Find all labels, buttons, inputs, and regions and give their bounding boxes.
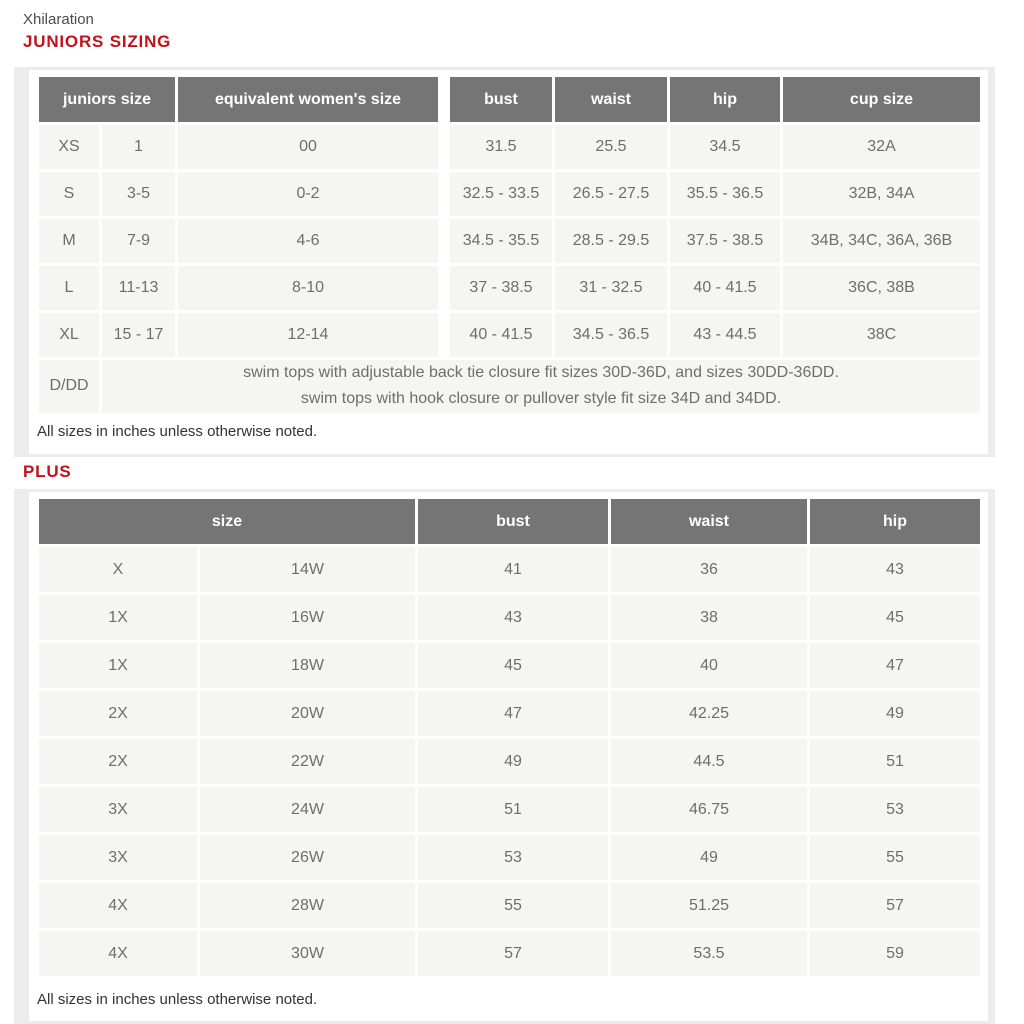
- cell-hip: 59: [810, 931, 980, 976]
- cell-size-w: 18W: [200, 643, 415, 688]
- header-equivalent-womens-size: equivalent women's size: [178, 77, 438, 122]
- cell-waist: 53.5: [611, 931, 807, 976]
- plus-sizing-heading: PLUS: [23, 462, 72, 481]
- cell-size-label: 3X: [39, 787, 197, 832]
- cell-size-label: XS: [39, 125, 99, 169]
- header-waist: waist: [611, 499, 807, 544]
- cell-size-label: 2X: [39, 739, 197, 784]
- plus-sizing-panel: [14, 489, 995, 1024]
- cell-equivalent-size: 12-14: [178, 313, 438, 357]
- cell-gap: [441, 125, 447, 169]
- plus-row: [39, 547, 980, 592]
- cell-cup-size: 34B, 34C, 36A, 36B: [783, 219, 980, 263]
- juniors-row-ddd: [39, 360, 980, 413]
- cell-size-w: 28W: [200, 883, 415, 928]
- cell-waist: 26.5 - 27.5: [555, 172, 667, 216]
- cell-size-label: M: [39, 219, 99, 263]
- juniors-panel-inner: [29, 70, 988, 454]
- plus-row: [39, 643, 980, 688]
- cell-size-w: 30W: [200, 931, 415, 976]
- cell-waist: 25.5: [555, 125, 667, 169]
- plus-row: [39, 595, 980, 640]
- cell-size-range: 7-9: [102, 219, 175, 263]
- header-bust: bust: [418, 499, 608, 544]
- juniors-row-xl: [39, 313, 980, 357]
- cell-size-range: 15 - 17: [102, 313, 175, 357]
- brand-name: Xhilaration: [23, 11, 94, 28]
- header-hip: hip: [810, 499, 980, 544]
- cell-bust: 43: [418, 595, 608, 640]
- cell-hip: 55: [810, 835, 980, 880]
- cell-bust: 34.5 - 35.5: [450, 219, 552, 263]
- plus-row: [39, 931, 980, 976]
- juniors-footnote: All sizes in inches unless otherwise noted.: [37, 422, 318, 440]
- cell-ddd-label: D/DD: [39, 360, 99, 413]
- cell-bust: 57: [418, 931, 608, 976]
- cell-hip: 45: [810, 595, 980, 640]
- juniors-row-xs: [39, 125, 980, 169]
- header-bust: bust: [450, 77, 552, 122]
- header-hip: hip: [670, 77, 780, 122]
- cell-size-label: L: [39, 266, 99, 310]
- header-juniors-size: juniors size: [39, 77, 175, 122]
- cell-hip: 49: [810, 691, 980, 736]
- cell-bust: 37 - 38.5: [450, 266, 552, 310]
- cell-cup-size: 32B, 34A: [783, 172, 980, 216]
- cell-bust: 45: [418, 643, 608, 688]
- cell-size-label: 2X: [39, 691, 197, 736]
- cell-bust: 40 - 41.5: [450, 313, 552, 357]
- cell-size-label: 4X: [39, 883, 197, 928]
- plus-panel-inner: [29, 492, 988, 1021]
- cell-waist: 31 - 32.5: [555, 266, 667, 310]
- cell-equivalent-size: 0-2: [178, 172, 438, 216]
- cell-gap: [441, 172, 447, 216]
- cell-equivalent-size: 8-10: [178, 266, 438, 310]
- plus-footnote: All sizes in inches unless otherwise noted.: [37, 991, 318, 1008]
- cell-size-w: 20W: [200, 691, 415, 736]
- cell-hip: 57: [810, 883, 980, 928]
- cell-hip: 35.5 - 36.5: [670, 172, 780, 216]
- ddd-note-line1: swim tops with adjustable back tie closure fit sizes 30D-36D, and sizes 30DD-36DD.: [243, 364, 839, 381]
- cell-ddd-note: [102, 360, 980, 413]
- cell-hip: 37.5 - 38.5: [670, 219, 780, 263]
- cell-waist: 36: [611, 547, 807, 592]
- cell-bust: 31.5: [450, 125, 552, 169]
- cell-bust: 47: [418, 691, 608, 736]
- cell-size-label: 1X: [39, 595, 197, 640]
- cell-size-label: 3X: [39, 835, 197, 880]
- cell-bust: 51: [418, 787, 608, 832]
- plus-header-row: [39, 499, 980, 544]
- cell-size-range: 3-5: [102, 172, 175, 216]
- juniors-sizing-panel: [14, 67, 995, 457]
- cell-hip: 43: [810, 547, 980, 592]
- cell-waist: 42.25: [611, 691, 807, 736]
- cell-size-label: 4X: [39, 931, 197, 976]
- cell-size-w: 24W: [200, 787, 415, 832]
- plus-sizing-table: [36, 496, 983, 979]
- plus-row: [39, 883, 980, 928]
- cell-hip: 47: [810, 643, 980, 688]
- cell-size-w: 14W: [200, 547, 415, 592]
- cell-gap: [441, 219, 447, 263]
- header-size: size: [39, 499, 415, 544]
- cell-hip: 43 - 44.5: [670, 313, 780, 357]
- header-waist: waist: [555, 77, 667, 122]
- cell-size-w: 22W: [200, 739, 415, 784]
- cell-hip: 53: [810, 787, 980, 832]
- juniors-row-m: [39, 219, 980, 263]
- cell-size-range: 1: [102, 125, 175, 169]
- header-cup-size: cup size: [783, 77, 980, 122]
- plus-row: [39, 691, 980, 736]
- cell-equivalent-size: 00: [178, 125, 438, 169]
- cell-waist: 28.5 - 29.5: [555, 219, 667, 263]
- ddd-note-line2: swim tops with hook closure or pullover style fit size 34D and 34DD.: [300, 390, 782, 408]
- cell-waist: 51.25: [611, 883, 807, 928]
- cell-bust: 32.5 - 33.5: [450, 172, 552, 216]
- cell-gap: [441, 313, 447, 357]
- cell-waist: 46.75: [611, 787, 807, 832]
- cell-gap: [441, 266, 447, 310]
- cell-hip: 40 - 41.5: [670, 266, 780, 310]
- cell-waist: 49: [611, 835, 807, 880]
- cell-hip: 51: [810, 739, 980, 784]
- juniors-sizing-table: [36, 74, 983, 416]
- cell-waist: 38: [611, 595, 807, 640]
- cell-cup-size: 38C: [783, 313, 980, 357]
- header-gap: [441, 77, 447, 122]
- plus-row: [39, 739, 980, 784]
- cell-size-label: S: [39, 172, 99, 216]
- cell-cup-size: 36C, 38B: [783, 266, 980, 310]
- juniors-row-l: [39, 266, 980, 310]
- cell-size-label: XL: [39, 313, 99, 357]
- cell-size-w: 26W: [200, 835, 415, 880]
- juniors-sizing-heading: JUNIORS SIZING: [23, 32, 172, 51]
- cell-size-range: 11-13: [102, 266, 175, 310]
- juniors-row-s: [39, 172, 980, 216]
- cell-bust: 41: [418, 547, 608, 592]
- cell-waist: 34.5 - 36.5: [555, 313, 667, 357]
- cell-size-label: X: [39, 547, 197, 592]
- cell-size-w: 16W: [200, 595, 415, 640]
- cell-cup-size: 32A: [783, 125, 980, 169]
- cell-bust: 55: [418, 883, 608, 928]
- plus-row: [39, 835, 980, 880]
- cell-waist: 44.5: [611, 739, 807, 784]
- plus-row: [39, 787, 980, 832]
- cell-hip: 34.5: [670, 125, 780, 169]
- cell-bust: 49: [418, 739, 608, 784]
- cell-equivalent-size: 4-6: [178, 219, 438, 263]
- juniors-header-row: [39, 77, 980, 122]
- cell-waist: 40: [611, 643, 807, 688]
- cell-bust: 53: [418, 835, 608, 880]
- cell-size-label: 1X: [39, 643, 197, 688]
